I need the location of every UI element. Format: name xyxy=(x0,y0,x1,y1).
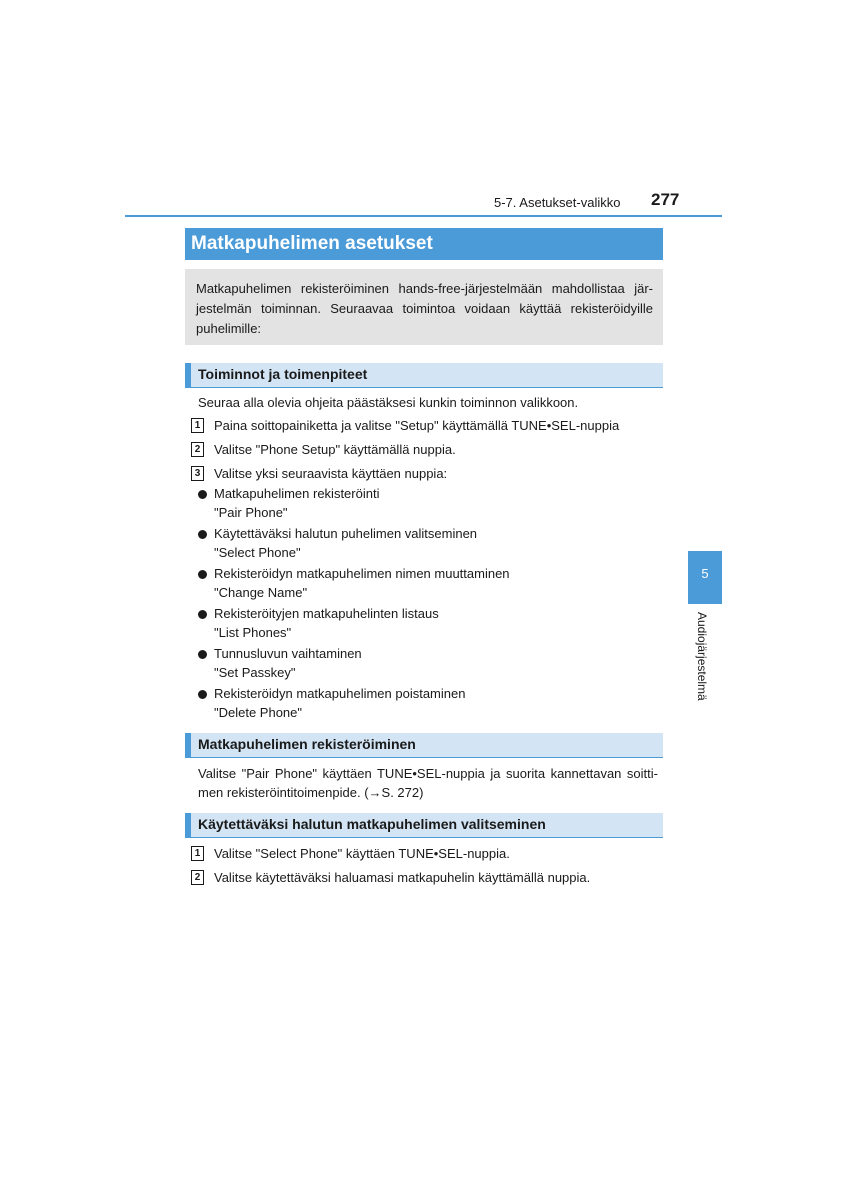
intro-line: Matkapuhelimen rekisteröiminen hands-free-järjestelmään mahdollistaa jär- xyxy=(196,281,653,296)
bullet-value: "Delete Phone" xyxy=(214,705,303,720)
chapter-label: Audiojärjestelmä xyxy=(695,612,709,701)
bullet-icon xyxy=(198,690,207,699)
bullet-value: "Change Name" xyxy=(214,585,308,600)
intro-box xyxy=(185,269,663,345)
page-title: Matkapuhelimen asetukset xyxy=(185,228,663,260)
step-text: Valitse "Select Phone" käyttäen TUNE•SEL-nuppia. xyxy=(214,846,510,861)
step-number-badge: 2 xyxy=(191,442,204,457)
subheading-rekisteroiminen: Matkapuhelimen rekisteröiminen xyxy=(185,733,663,758)
bullet-label: Käytettäväksi halutun puhelimen valitseminen xyxy=(214,526,478,541)
subheading-toiminnot: Toiminnot ja toimenpiteet xyxy=(185,363,663,388)
step-text: Valitse yksi seuraavista käyttäen nuppia: xyxy=(214,466,448,481)
bullet-label: Matkapuhelimen rekisteröinti xyxy=(214,486,380,501)
chapter-tab: 5 xyxy=(688,551,722,604)
intro-line: jestelmän toiminnan. Seuraavaa toimintoa voidaan käyttää rekisteröidyille xyxy=(196,301,653,316)
step-number-badge: 1 xyxy=(191,846,204,861)
section2-text-line: men rekisteröintitoimenpide. (→S. 272) xyxy=(198,785,424,800)
bullet-icon xyxy=(198,610,207,619)
page-number: 277 xyxy=(651,190,680,209)
step-number-badge: 2 xyxy=(191,870,204,885)
step-text: Paina soittopainiketta ja valitse "Setup" käyttämällä TUNE•SEL-nuppia xyxy=(214,418,620,433)
bullet-icon xyxy=(198,530,207,539)
section2-text-line: Valitse "Pair Phone" käyttäen TUNE•SEL-nuppia ja suorita kannettavan soitti- xyxy=(198,766,658,781)
step-text: Valitse käytettäväksi haluamasi matkapuhelin käyttämällä nuppia. xyxy=(214,870,591,885)
bullet-icon xyxy=(198,490,207,499)
bullet-value: "Select Phone" xyxy=(214,545,301,560)
bullet-value: "Set Passkey" xyxy=(214,665,296,680)
bullet-value: "List Phones" xyxy=(214,625,292,640)
bullet-icon xyxy=(198,650,207,659)
bullet-value: "Pair Phone" xyxy=(214,505,288,520)
intro-line: puhelimille: xyxy=(196,321,262,336)
step-number-badge: 3 xyxy=(191,466,204,481)
bullet-label: Tunnusluvun vaihtaminen xyxy=(214,646,362,661)
subheading-valitseminen: Käytettäväksi halutun matkapuhelimen valitseminen xyxy=(185,813,663,838)
step-number-badge: 1 xyxy=(191,418,204,433)
step-text: Valitse "Phone Setup" käyttämällä nuppia. xyxy=(214,442,456,457)
running-header-section: 5-7. Asetukset-valikko xyxy=(494,195,621,210)
bullet-icon xyxy=(198,570,207,579)
section1-lead: Seuraa alla olevia ohjeita päästäksesi kunkin toiminnon valikkoon. xyxy=(198,395,579,410)
header-rule xyxy=(125,215,722,217)
bullet-label: Rekisteröidyn matkapuhelimen nimen muuttaminen xyxy=(214,566,510,581)
bullet-label: Rekisteröidyn matkapuhelimen poistaminen xyxy=(214,686,466,701)
bullet-label: Rekisteröityjen matkapuhelinten listaus xyxy=(214,606,439,621)
